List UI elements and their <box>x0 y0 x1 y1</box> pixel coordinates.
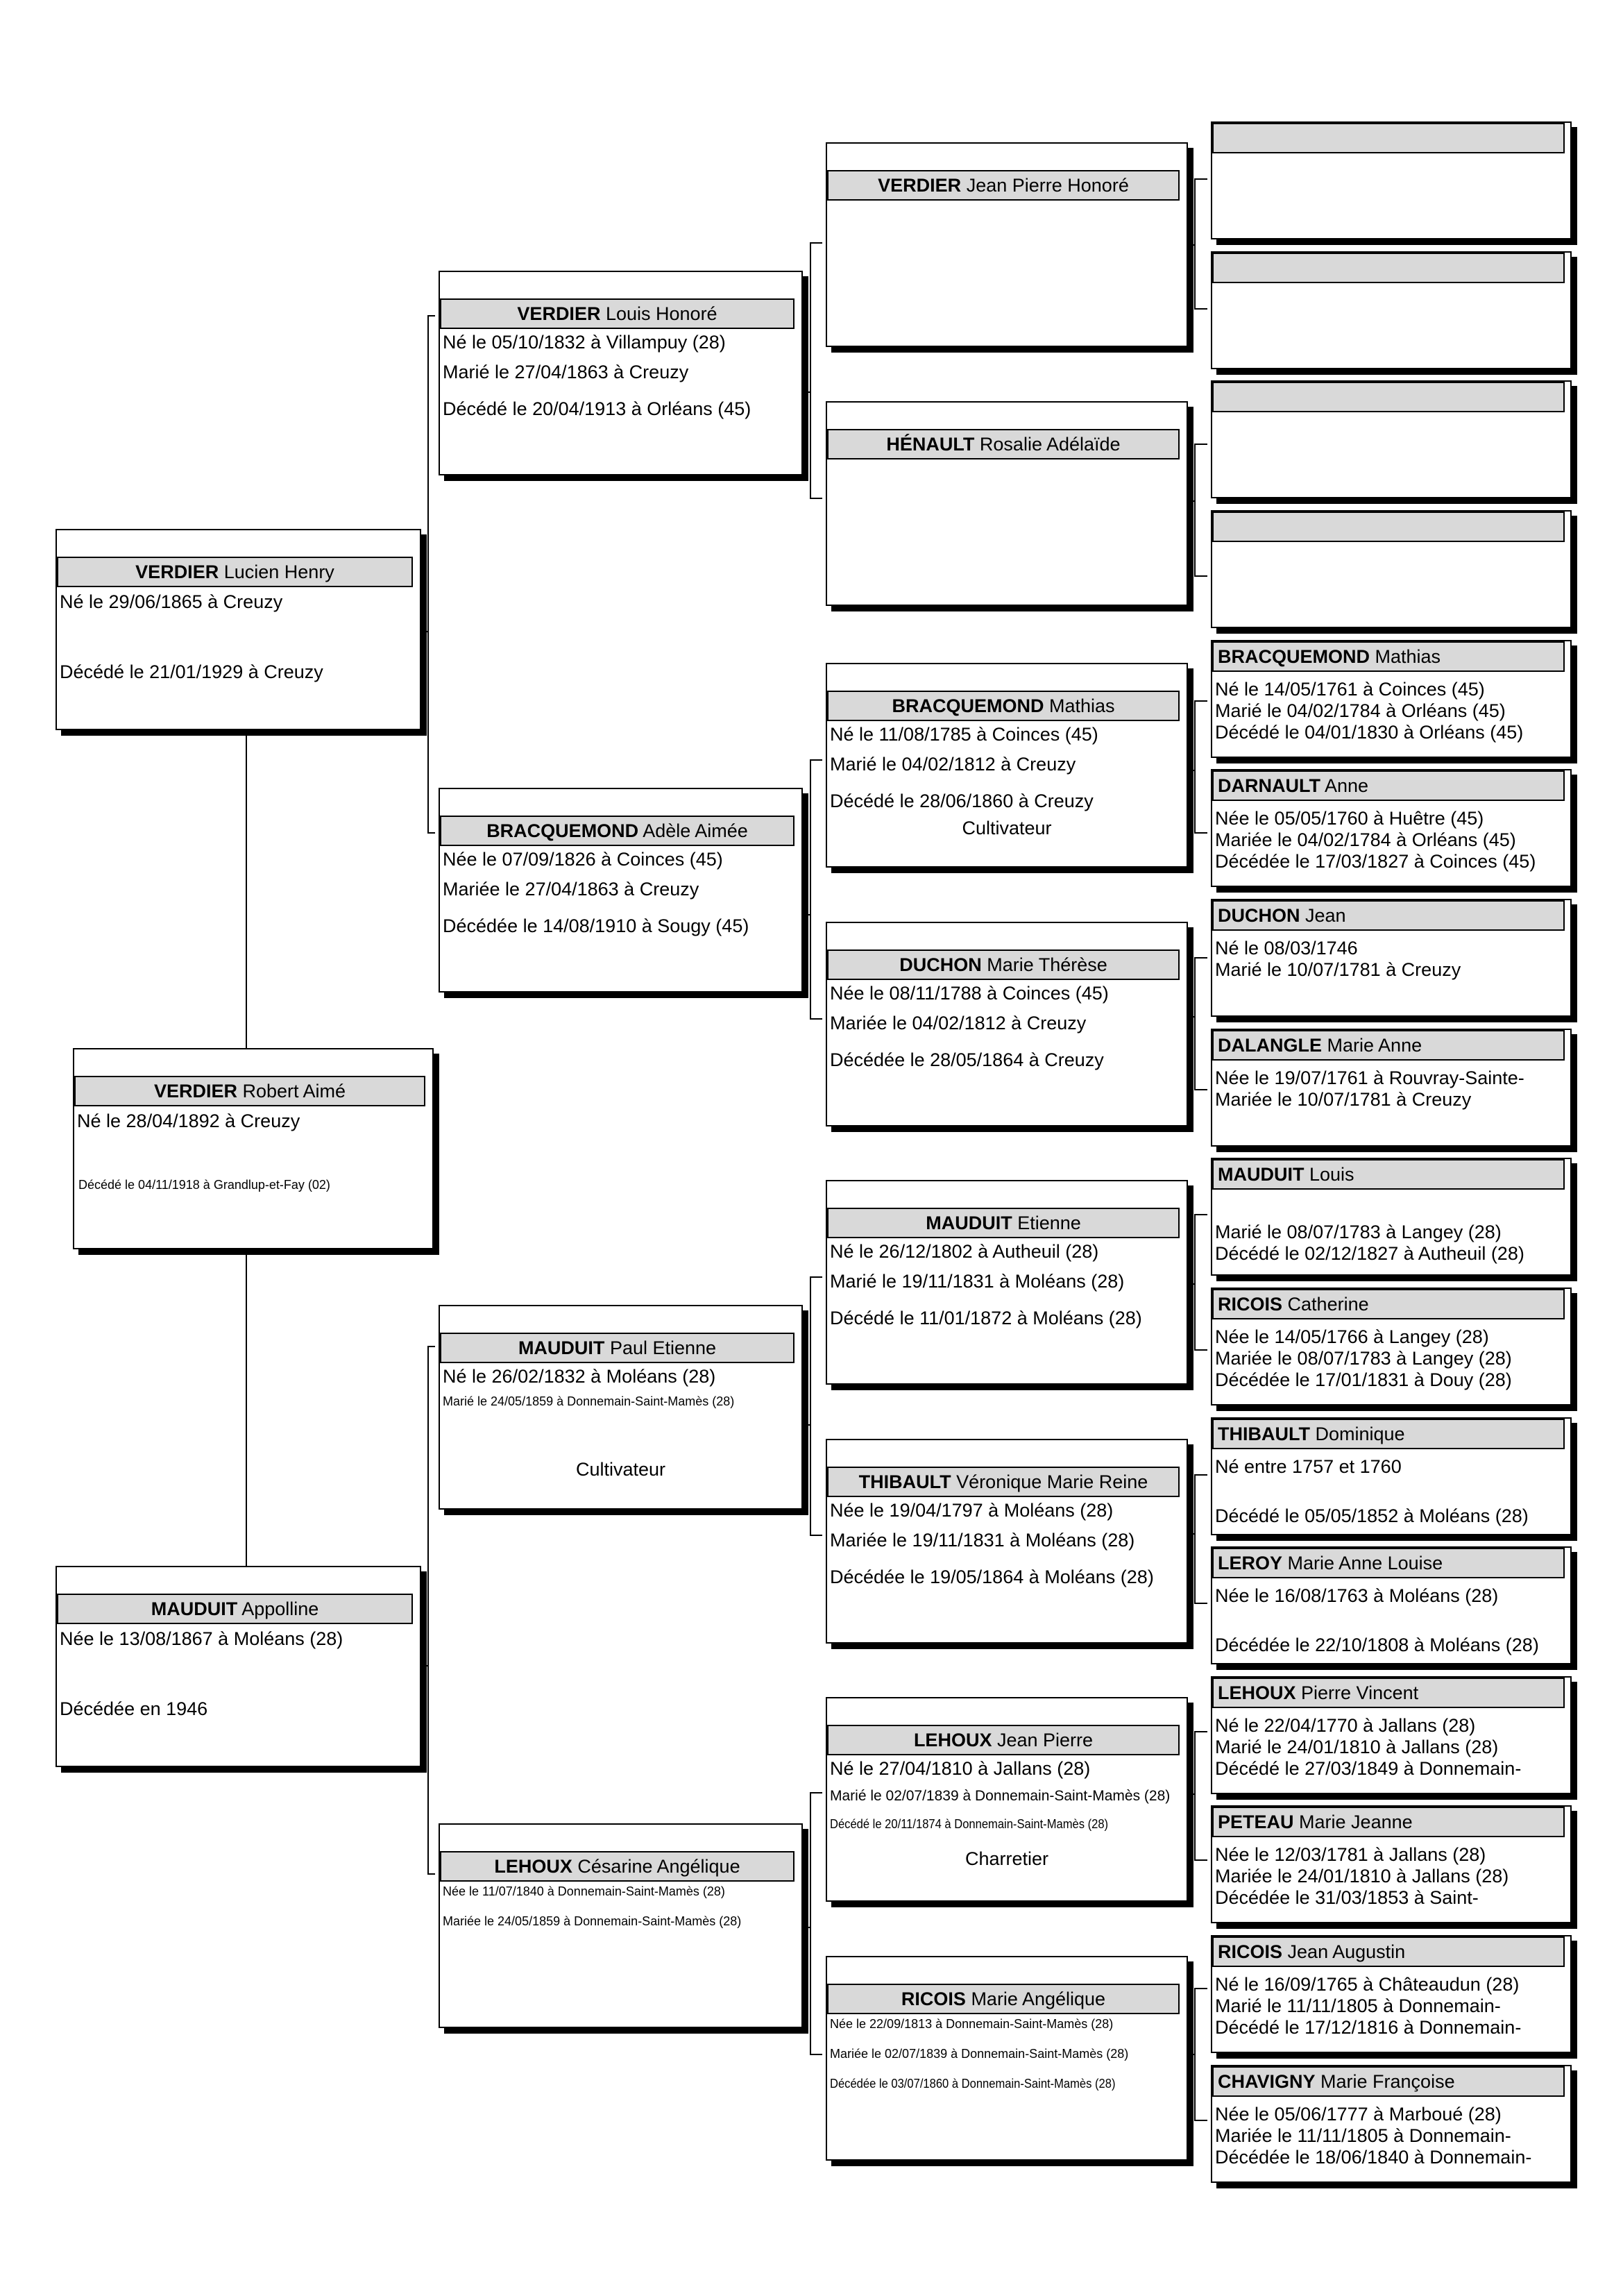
person-mother[interactable] <box>56 1566 421 1767</box>
person-name: BRACQUEMOND Mathias <box>1212 641 1565 672</box>
death-line: Décédée le 18/06/1840 à Donnemain- <box>1215 2147 1532 2168</box>
person-gen3-mauduit[interactable] <box>826 1180 1188 1385</box>
person-gen4-2[interactable] <box>1211 251 1572 369</box>
person-name <box>1212 382 1565 412</box>
birth-line: Née le 08/11/1788 à Coinces (45) <box>830 983 1109 1004</box>
occupation-line: Cultivateur <box>962 818 1052 838</box>
death-line: Décédé le 21/01/1929 à Creuzy <box>60 661 323 682</box>
death-line: Décédée le 17/01/1831 à Douy (28) <box>1215 1369 1512 1390</box>
marriage-line: Marié le 27/04/1863 à Creuzy <box>443 362 689 382</box>
birth-line: Né le 29/06/1865 à Creuzy <box>60 591 283 612</box>
person-name: DARNAULT Anne <box>1212 770 1565 801</box>
person-name <box>1212 512 1565 542</box>
person-root[interactable] <box>73 1048 434 1249</box>
death-line: Décédé le 17/12/1816 à Donnemain- <box>1215 2017 1522 2038</box>
birth-line: Née le 14/05/1766 à Langey (28) <box>1215 1326 1489 1347</box>
marriage-line: Mariée le 27/04/1863 à Creuzy <box>443 879 699 900</box>
birth-line: Né le 08/03/1746 <box>1215 938 1358 959</box>
birth-line: Né le 27/04/1810 à Jallans (28) <box>830 1758 1091 1779</box>
connector-mother-gen2d <box>428 1666 435 1874</box>
person-name: MAUDUIT Louis <box>1212 1159 1565 1190</box>
person-name <box>1212 123 1565 153</box>
connector-gen3g-up <box>1188 1732 1207 1794</box>
person-name: RICOIS Jean Augustin <box>1212 1936 1565 1967</box>
connector-gen2c-up <box>803 1277 822 1425</box>
person-name: PETEAU Marie Jeanne <box>1212 1807 1565 1837</box>
connector-gen3h-up <box>1188 1989 1207 2054</box>
person-gen4-mauduit[interactable] <box>1211 1158 1572 1276</box>
person-name: LEHOUX Pierre Vincent <box>1212 1678 1565 1708</box>
birth-line: Née le 05/05/1760 à Huêtre (45) <box>1215 808 1484 829</box>
person-gen4-duchon[interactable] <box>1211 899 1572 1017</box>
connector-gen2a-down <box>810 392 822 498</box>
occupation-line: Cultivateur <box>575 1459 666 1480</box>
connector-gen3d-down <box>1195 1017 1207 1090</box>
death-line: Décédé le 05/05/1852 à Moléans (28) <box>1215 1505 1529 1526</box>
birth-line: Née le 13/08/1867 à Moléans (28) <box>60 1628 343 1649</box>
birth-line: Né le 28/04/1892 à Creuzy <box>77 1111 300 1131</box>
death-line: Décédée en 1946 <box>60 1698 208 1719</box>
person-gen4-ricois-catherine[interactable] <box>1211 1288 1572 1406</box>
person-gen2-verdier[interactable] <box>439 271 803 475</box>
birth-line: Né le 14/05/1761 à Coinces (45) <box>1215 679 1485 700</box>
person-name: VERDIER Jean Pierre Honoré <box>827 170 1180 201</box>
person-name: LEROY Marie Anne Louise <box>1212 1548 1565 1578</box>
death-line: Décédé le 04/01/1830 à Orléans (45) <box>1215 722 1524 743</box>
death-line: Décédée le 03/07/1860 à Donnemain-Saint-Mamès (28) <box>830 2077 1116 2091</box>
person-gen4-ricois-jean[interactable] <box>1211 1935 1572 2053</box>
person-name: DUCHON Marie Thérèse <box>827 949 1180 980</box>
person-gen4-4[interactable] <box>1211 510 1572 628</box>
person-name: MAUDUIT Etienne <box>827 1208 1180 1238</box>
person-name: BRACQUEMOND Mathias <box>827 691 1180 721</box>
person-name: VERDIER Louis Honoré <box>440 298 794 329</box>
person-gen4-bracquemond[interactable] <box>1211 640 1572 758</box>
marriage-line: Mariée le 02/07/1839 à Donnemain-Saint-Mamès (28) <box>830 2047 1129 2061</box>
connector-gen3h-down <box>1195 2054 1207 2120</box>
connector-gen3d-up <box>1188 958 1207 1017</box>
connector-gen2a-up <box>803 243 822 392</box>
birth-line: Née le 11/07/1840 à Donnemain-Saint-Mamès (28) <box>443 1884 725 1898</box>
connector-father-gen2b <box>428 632 435 833</box>
person-name: CHAVIGNY Marie Françoise <box>1212 2066 1565 2097</box>
person-name: VERDIER Lucien Henry <box>57 557 413 587</box>
connector-gen3f-up <box>1188 1475 1207 1534</box>
person-gen3-henault[interactable] <box>826 401 1188 606</box>
marriage-line: Marié le 04/02/1784 à Orléans (45) <box>1215 700 1506 721</box>
connector-gen2c-down <box>810 1425 822 1535</box>
death-line: Décédé le 20/04/1913 à Orléans (45) <box>443 398 751 419</box>
person-name: LEHOUX Jean Pierre <box>827 1725 1180 1755</box>
connector-gen2b-down <box>810 915 822 1019</box>
marriage-line: Mariée le 08/07/1783 à Langey (28) <box>1215 1348 1512 1369</box>
person-gen4-darnault[interactable] <box>1211 769 1572 887</box>
connector-gen2b-up <box>803 760 822 915</box>
birth-line: Né le 05/10/1832 à Villampuy (28) <box>443 332 726 353</box>
connector-mother-gen2c <box>421 1347 435 1666</box>
person-father[interactable] <box>56 529 421 730</box>
birth-line: Né le 22/04/1770 à Jallans (28) <box>1215 1715 1476 1736</box>
person-name: MAUDUIT Appolline <box>57 1594 413 1624</box>
person-name: RICOIS Catherine <box>1212 1289 1565 1319</box>
connector-gen3g-down <box>1195 1794 1207 1860</box>
person-gen3-ricois[interactable] <box>826 1956 1188 2161</box>
connector-gen2d-up <box>803 1793 822 1927</box>
marriage-line: Marié le 08/07/1783 à Langey (28) <box>1215 1222 1502 1242</box>
marriage-line: Marié le 19/11/1831 à Moléans (28) <box>830 1271 1125 1292</box>
death-line: Décédée le 28/05/1864 à Creuzy <box>830 1049 1104 1070</box>
person-name <box>1212 253 1565 283</box>
person-gen3-thibault[interactable] <box>826 1439 1188 1644</box>
birth-line: Né le 26/02/1832 à Moléans (28) <box>443 1366 716 1387</box>
death-line: Décédée le 31/03/1853 à Saint- <box>1215 1887 1479 1908</box>
death-line: Décédée le 14/08/1910 à Sougy (45) <box>443 915 749 936</box>
person-gen4-1[interactable] <box>1211 121 1572 239</box>
person-gen4-peteau[interactable] <box>1211 1805 1572 1923</box>
person-gen2-bracquemond[interactable] <box>439 788 803 993</box>
person-name: MAUDUIT Paul Etienne <box>440 1333 794 1363</box>
death-line: Décédée le 22/10/1808 à Moléans (28) <box>1215 1635 1539 1655</box>
birth-line: Née le 22/09/1813 à Donnemain-Saint-Mamès (28) <box>830 2017 1114 2031</box>
connector-gen3e-up <box>1188 1215 1207 1284</box>
person-name: DALANGLE Marie Anne <box>1212 1030 1565 1061</box>
marriage-line: Mariée le 10/07/1781 à Creuzy <box>1215 1089 1472 1110</box>
connector-gen3e-down <box>1195 1284 1207 1350</box>
person-gen3-lehoux[interactable] <box>826 1697 1188 1902</box>
birth-line: Né le 16/09/1765 à Châteaudun (28) <box>1215 1974 1520 1995</box>
person-gen3-duchon[interactable] <box>826 922 1188 1126</box>
marriage-line: Mariée le 24/05/1859 à Donnemain-Saint-Mamès (28) <box>443 1914 742 1928</box>
death-line: Décédée le 17/03/1827 à Coinces (45) <box>1215 851 1536 872</box>
connector-gen3a-up <box>1188 179 1207 245</box>
connector-gen3c-up <box>1188 701 1207 770</box>
person-name: LEHOUX Césarine Angélique <box>440 1851 794 1882</box>
person-name: THIBAULT Dominique <box>1212 1419 1565 1449</box>
marriage-line: Marié le 02/07/1839 à Donnemain-Saint-Mamès (28) <box>830 1788 1171 1804</box>
birth-line: Né le 26/12/1802 à Autheuil (28) <box>830 1241 1099 1262</box>
marriage-line: Marié le 11/11/1805 à Donnemain- <box>1215 1995 1501 2016</box>
birth-line: Né le 11/08/1785 à Coinces (45) <box>830 724 1098 745</box>
death-line: Décédé le 02/12/1827 à Autheuil (28) <box>1215 1243 1524 1264</box>
person-name: THIBAULT Véronique Marie Reine <box>827 1467 1180 1497</box>
marriage-line: Marié le 24/01/1810 à Jallans (28) <box>1215 1737 1499 1757</box>
person-gen4-dalangle[interactable] <box>1211 1029 1572 1147</box>
occupation-line: Charretier <box>965 1848 1049 1869</box>
person-gen2-lehoux[interactable] <box>439 1823 803 2028</box>
person-gen4-chavigny[interactable] <box>1211 2065 1572 2183</box>
marriage-line: Marié le 24/05/1859 à Donnemain-Saint-Mamès (28) <box>443 1394 735 1408</box>
connector-gen3b-up <box>1188 444 1207 501</box>
person-name: VERDIER Robert Aimé <box>74 1076 425 1106</box>
person-gen4-lehoux[interactable] <box>1211 1676 1572 1794</box>
marriage-line: Mariée le 19/11/1831 à Moléans (28) <box>830 1530 1135 1551</box>
death-line: Décédé le 27/03/1849 à Donnemain- <box>1215 1758 1522 1779</box>
person-gen3-bracquemond[interactable] <box>826 663 1188 868</box>
person-gen4-thibault[interactable] <box>1211 1417 1572 1535</box>
death-line: Décédé le 20/11/1874 à Donnemain-Saint-Mamès (28) <box>830 1817 1109 1831</box>
marriage-line: Marié le 04/02/1812 à Creuzy <box>830 754 1076 775</box>
person-gen4-3[interactable] <box>1211 380 1572 498</box>
death-line: Décédé le 04/11/1918 à Grandlup-et-Fay (02) <box>78 1178 330 1192</box>
connector-gen2d-down <box>810 1927 822 2054</box>
person-name: RICOIS Marie Angélique <box>827 1984 1180 2014</box>
birth-line: Né entre 1757 et 1760 <box>1215 1456 1402 1477</box>
birth-line: Née le 12/03/1781 à Jallans (28) <box>1215 1844 1486 1865</box>
birth-line: Née le 16/08/1763 à Moléans (28) <box>1215 1585 1499 1606</box>
marriage-line: Mariée le 04/02/1784 à Orléans (45) <box>1215 829 1516 850</box>
death-line: Décédé le 11/01/1872 à Moléans (28) <box>830 1308 1142 1328</box>
person-name: HÉNAULT Rosalie Adélaïde <box>827 429 1180 459</box>
marriage-line: Mariée le 24/01/1810 à Jallans (28) <box>1215 1866 1509 1886</box>
birth-line: Née le 19/07/1761 à Rouvray-Sainte- <box>1215 1067 1524 1088</box>
connector-gen3c-down <box>1195 770 1207 833</box>
death-line: Décédé le 28/06/1860 à Creuzy <box>830 791 1094 811</box>
birth-line: Née le 19/04/1797 à Moléans (28) <box>830 1500 1114 1521</box>
marriage-line: Mariée le 11/11/1805 à Donnemain- <box>1215 2125 1511 2146</box>
person-gen4-leroy[interactable] <box>1211 1546 1572 1664</box>
marriage-line: Mariée le 04/02/1812 à Creuzy <box>830 1013 1087 1033</box>
connector-gen3a-down <box>1195 245 1207 309</box>
person-gen2-mauduit[interactable] <box>439 1305 803 1510</box>
marriage-line: Marié le 10/07/1781 à Creuzy <box>1215 959 1461 980</box>
death-line: Décédée le 19/05/1864 à Moléans (28) <box>830 1567 1154 1587</box>
person-gen3-verdier[interactable] <box>826 142 1188 347</box>
birth-line: Née le 07/09/1826 à Coinces (45) <box>443 849 723 870</box>
connector-father-gen2a <box>421 316 435 632</box>
person-name: BRACQUEMOND Adèle Aimée <box>440 816 794 846</box>
birth-line: Née le 05/06/1777 à Marboué (28) <box>1215 2104 1502 2125</box>
person-name: DUCHON Jean <box>1212 900 1565 931</box>
connector-gen3b-down <box>1195 501 1207 576</box>
connector-gen3f-down <box>1195 1534 1207 1603</box>
